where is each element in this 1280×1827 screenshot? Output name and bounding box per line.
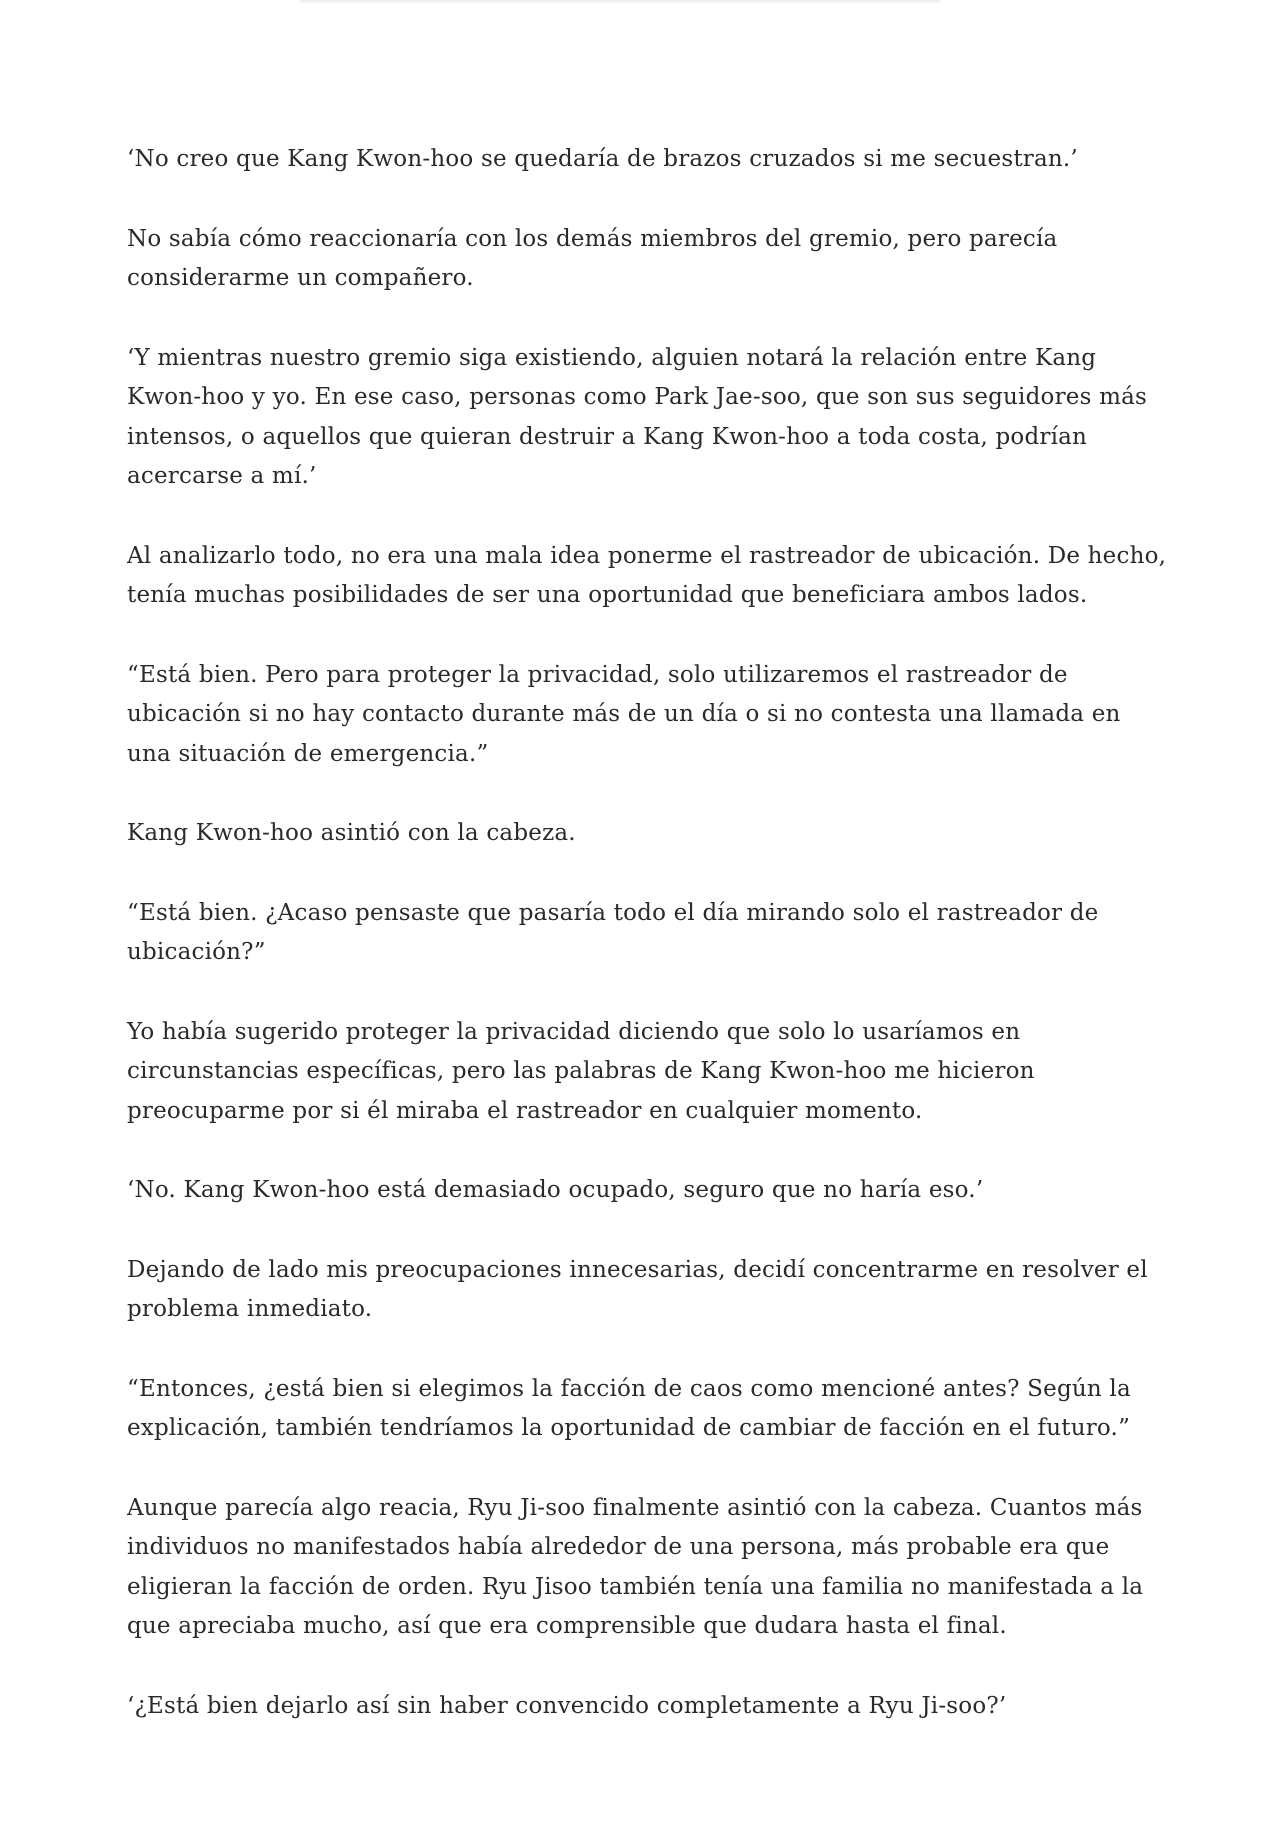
paragraph-2: No sabía cómo reaccionaría con los demás miembros del gremio, pero parecía considerarme un compañero. (127, 225, 1058, 291)
paragraph-8: Yo había sugerido proteger la privacidad diciendo que solo lo usaríamos en circunstancias específicas, pero las palabras de Kang Kwon-hoo me hicieron preocuparme por si él miraba el rastreador en cualquier momento. (127, 1018, 1035, 1124)
top-edge-shadow (300, 0, 940, 4)
paragraph-10: Dejando de lado mis preocupaciones innecesarias, decidí concentrarme en resolver el problema inmediato. (127, 1256, 1148, 1322)
paragraph-6: Kang Kwon-hoo asintió con la cabeza. (127, 820, 576, 846)
paragraph-1: ‘No creo que Kang Kwon-hoo se quedaría de brazos cruzados si me secuestran.’ (127, 146, 1078, 172)
paragraph-7: “Está bien. ¿Acaso pensaste que pasaría todo el día mirando solo el rastreador de ubicación?” (127, 899, 1099, 965)
document-body (127, 140, 1167, 1766)
paragraph-9: ‘No. Kang Kwon-hoo está demasiado ocupado, seguro que no haría eso.’ (127, 1177, 984, 1203)
paragraph-13: ‘¿Está bien dejarlo así sin haber convencido completamente a Ryu Ji-soo?’ (127, 1692, 1007, 1719)
paragraph-12: Aunque parecía algo reacia, Ryu Ji-soo finalmente asintió con la cabeza. Cuantos más individuos no manifestados había alrededor de una persona, más probable era que eligieran la facción de orden. Ryu Jisoo también tenía una familia no manifestada a la que apreciaba mucho, así que era comprensible que dudara hasta el final. (127, 1494, 1144, 1639)
paragraph-5: “Está bien. Pero para proteger la privacidad, solo utilizaremos el rastreador de ubicación si no hay contacto durante más de un día o si no contesta una llamada en una situación de emergencia.” (127, 661, 1121, 767)
paragraph-11: “Entonces, ¿está bien si elegimos la facción de caos como mencioné antes? Según la explicación, también tendríamos la oportunidad de cambiar de facción en el futuro.” (127, 1375, 1131, 1441)
paragraph-3: ‘Y mientras nuestro gremio siga existiendo, alguien notará la relación entre Kang Kwon-hoo y yo. En ese caso, personas como Park Jae-soo, que son sus seguidores más intensos, o aquellos que quieran destruir a Kang Kwon-hoo a toda costa, podrían acercarse a mí.’ (127, 344, 1148, 489)
paragraph-4: Al analizarlo todo, no era una mala idea ponerme el rastreador de ubicación. De hecho, tenía muchas posibilidades de ser una oportunidad que beneficiara ambos lados. (127, 542, 1167, 608)
